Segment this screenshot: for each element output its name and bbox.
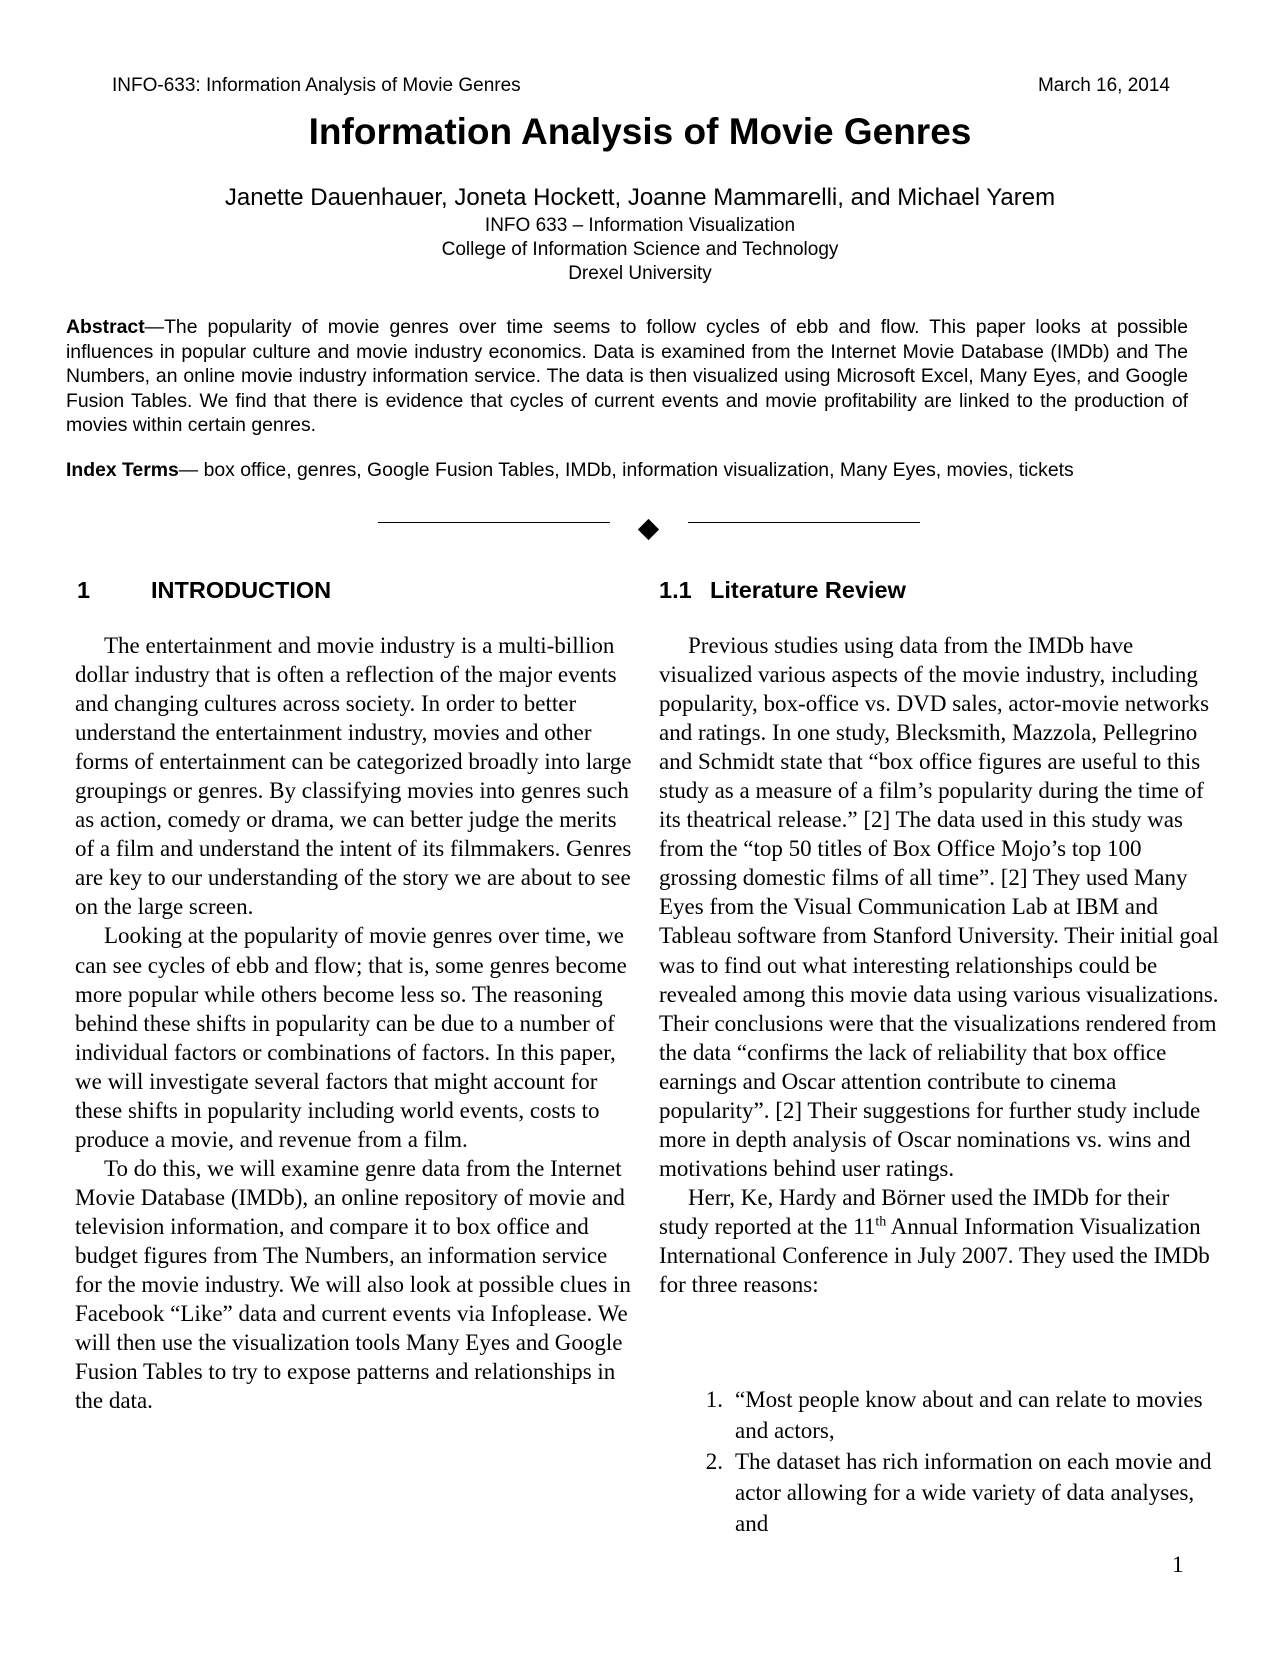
intro-paragraph: The entertainment and movie industry is a multi-billion dollar industry that is often a reflection of the major events and changing cultures across society. In order to better understand the entertainment industry, movies and other forms of entertainment can be categorized broadly into large groupings or genres. By classifying movies into genres such as action, comedy or drama, we can better judge the merits of a film and understand the intent of its filmmakers. Genres are key to our understanding of the story we are about to see on the large screen. bbox=[75, 633, 632, 920]
intro-paragraph: To do this, we will examine genre data from the Internet Movie Database (IMDb), an online repository of movie and television information, and compare it to box office and budget figures from The Numbers, an information service for the movie industry. We will also look at possible clues in Facebook “Like” data and current events via Infoplease. We will then use the visualization tools Many Eyes and Google Fusion Tables to try to expose patterns and relationships in the data. bbox=[75, 1155, 631, 1414]
ordinal-superscript: th bbox=[875, 1214, 887, 1230]
abstract-label: Abstract bbox=[66, 316, 145, 338]
separator-line-left bbox=[378, 522, 610, 523]
reasons-list bbox=[659, 1384, 1219, 1539]
lit-review-paragraph bbox=[659, 1183, 1219, 1299]
index-terms-label: Index Terms bbox=[66, 459, 179, 481]
index-terms bbox=[66, 459, 1206, 482]
separator-line-right bbox=[688, 522, 920, 523]
list-item bbox=[659, 1446, 1219, 1539]
page-number: 1 bbox=[1172, 1552, 1184, 1577]
intro-paragraph: Looking at the popularity of movie genres over time, we can see cycles of ebb and flow; that is, some genres become more popular while others become less so. The reasoning behind these shifts in popularity can be due to a number of individual factors or combinations of factors. In this paper, we will investigate several factors that might account for these shifts in popularity including world events, costs to produce a movie, and revenue from a film. bbox=[75, 923, 627, 1152]
list-item bbox=[659, 1384, 1219, 1446]
list-item-text: The dataset has rich information on each movie and actor allowing for a wide variety of data analyses, and bbox=[735, 1449, 1212, 1536]
paper-title: Information Analysis of Movie Genres bbox=[308, 111, 972, 152]
header-course-title: INFO-633: Information Analysis of Movie Genres bbox=[112, 75, 521, 96]
abstract bbox=[66, 315, 1188, 438]
lit-review-paragraph: Previous studies using data from the IMDb have visualized various aspects of the movie industry, including popularity, box-office vs. DVD sales, actor-movie networks and ratings. In one study, Blecksmith, Mazzola, Pellegrino and Schmidt state that “box office figures are useful to this study as a measure of a film’s popularity during the time of its theatrical release.” [2] The data used in this study was from the “top 50 titles of Box Office Mojo’s top 100 grossing domestic films of all time”. [2] They used Many Eyes from the Visual Communication Lab at IBM and Tableau software from Stanford University. Their initial goal was to find out what interesting relationships could be revealed among this movie data using various visualizations. Their conclusions were that the visualizations rendered from the data “confirms the lack of reliability that box office earnings and Oscar attention contribute to cinema popularity”. [2] Their suggestions for further study include more in depth analysis of Oscar nominations vs. wins and motivations behind user ratings. bbox=[659, 633, 1219, 1181]
lit-review-section-title: Literature Review bbox=[710, 577, 906, 603]
intro-body bbox=[75, 631, 635, 1415]
intro-section-title: INTRODUCTION bbox=[151, 577, 332, 603]
lit-review-body bbox=[659, 631, 1219, 1299]
list-item-number: 2. bbox=[705, 1449, 723, 1474]
affiliation-university: Drexel University bbox=[568, 263, 712, 284]
author-list: Janette Dauenhauer, Joneta Hockett, Joanne Mammarelli, and Michael Yarem bbox=[224, 184, 1056, 211]
lit-review-section-number: 1.1 bbox=[659, 577, 692, 603]
affiliation-course: INFO 633 – Information Visualization bbox=[484, 215, 796, 236]
abstract-text: —The popularity of movie genres over time seems to follow cycles of ebb and flow. This paper looks at possible influences in popular culture and movie industry economics. Data is examined from the Internet Movie Database (IMDb) and The Numbers, an online movie industry information service. The data is then visualized using Microsoft Excel, Many Eyes, and Google Fusion Tables. We find that there is evidence that cycles of current events and movie profitability are linked to the production of movies within certain genres. bbox=[66, 316, 1188, 436]
list-item-number: 1. bbox=[705, 1387, 723, 1412]
index-terms-text: — box office, genres, Google Fusion Tables, IMDb, information visualization, Many Eyes, movies, tickets bbox=[178, 459, 1074, 481]
lit-review-p2-end: Annual Information Visualization International Conference in July 2007. They used the IMDb for three reasons: bbox=[659, 1213, 1210, 1298]
lit-review-p2-start: Herr, Ke, Hardy and Börner used the IMDb for their study reported at the 11 bbox=[659, 1184, 1170, 1239]
intro-section-number: 1 bbox=[77, 577, 91, 603]
header-date: March 16, 2014 bbox=[1037, 75, 1170, 96]
affiliation-college: College of Information Science and Technology bbox=[441, 239, 839, 260]
separator-diamond-icon bbox=[638, 519, 659, 540]
list-item-text: “Most people know about and can relate to movies and actors, bbox=[735, 1387, 1203, 1443]
